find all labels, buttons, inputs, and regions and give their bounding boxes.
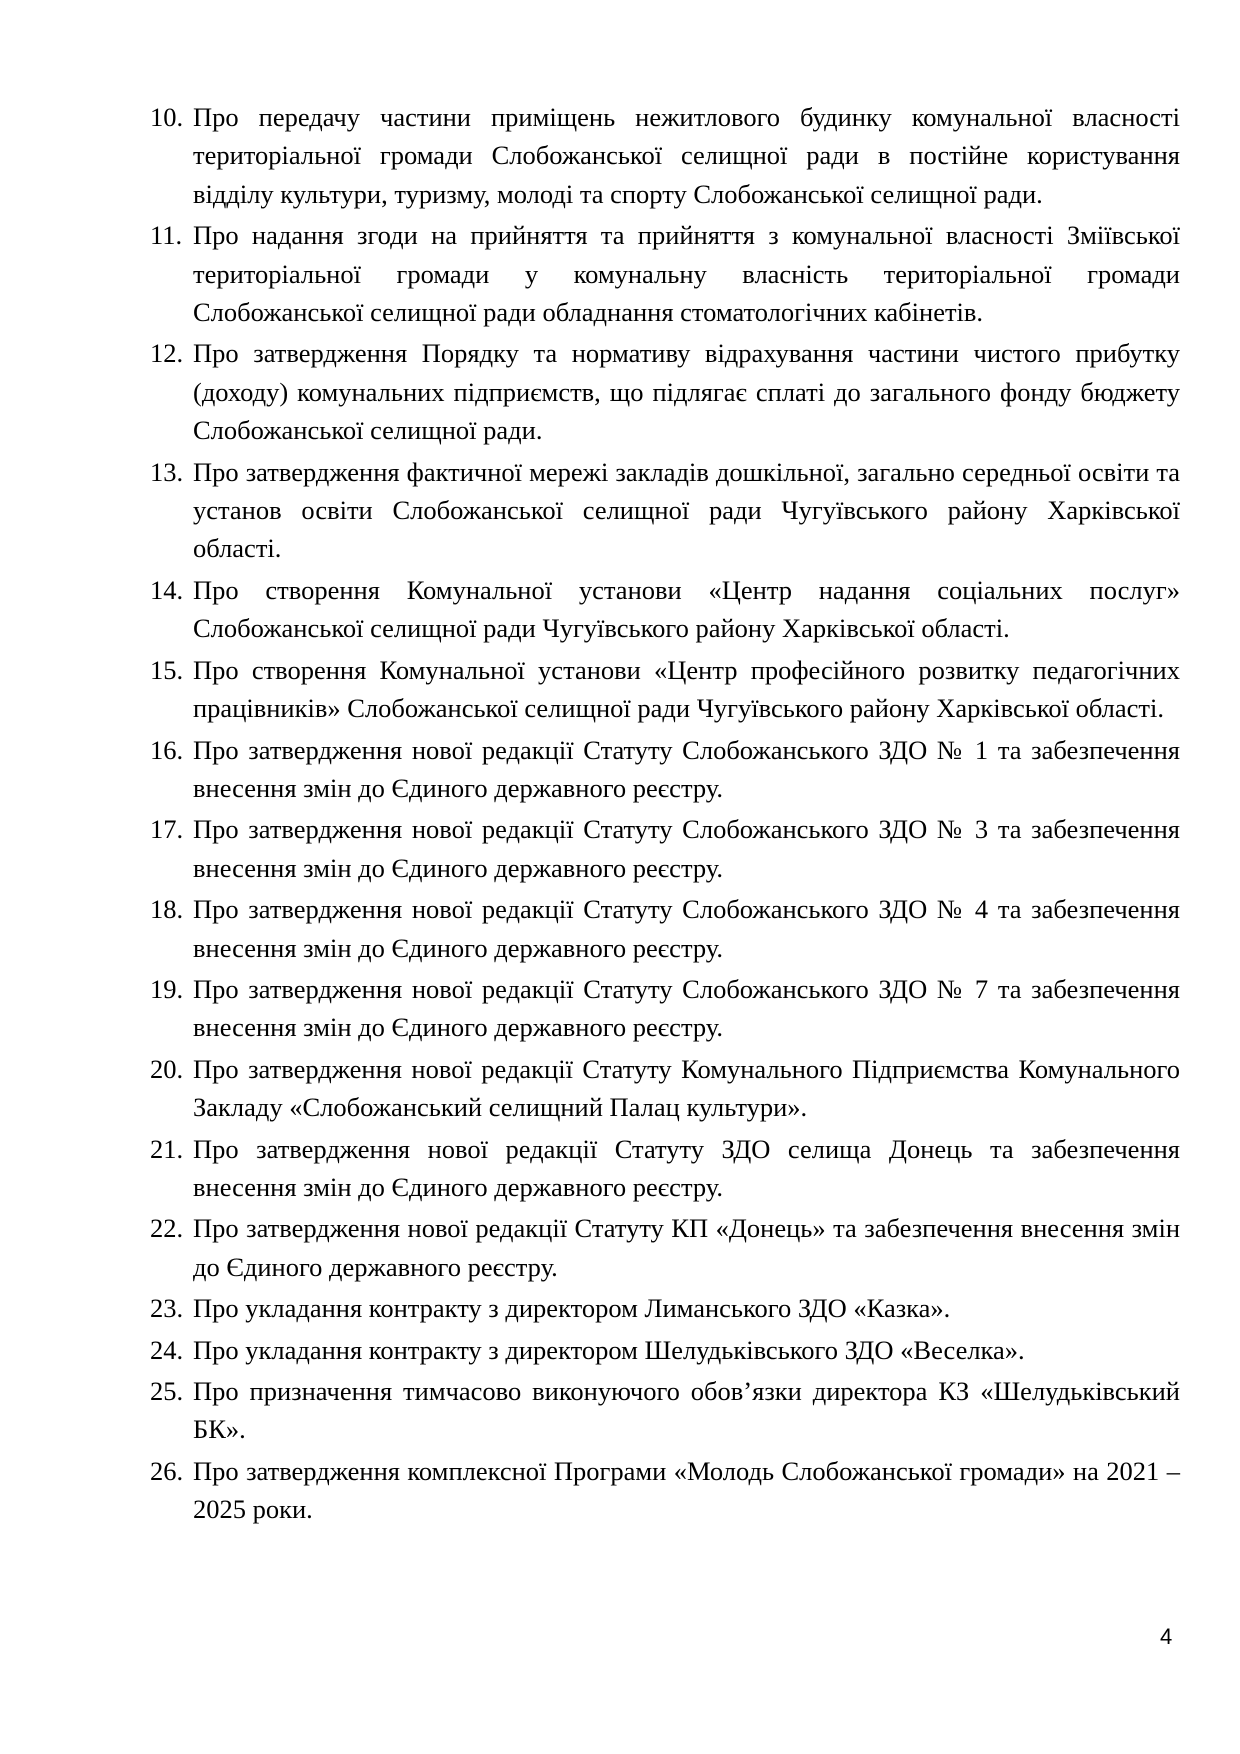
item-text: Про затвердження нової редакції Статуту ЗДО селища Донець та забезпечення внесення змін до Єдиного державного реєстру. — [193, 1133, 1180, 1202]
item-text: Про укладання контракту з директором Шелудьківського ЗДО «Веселка». — [193, 1334, 1025, 1365]
agenda-item — [150, 1372, 1180, 1449]
item-number: 11. — [150, 220, 183, 251]
item-text: Про затвердження нової редакції Статуту Слобожанського ЗДО № 3 та забезпечення внесення змін до Єдиного державного реєстру. — [193, 814, 1180, 883]
agenda-item — [150, 1289, 1180, 1327]
agenda-item — [150, 453, 1180, 568]
agenda-item — [150, 216, 1180, 331]
item-text: Про затвердження нової редакції Статуту Слобожанського ЗДО № 1 та забезпечення внесення змін до Єдиного державного реєстру. — [193, 734, 1180, 803]
agenda-item — [150, 1209, 1180, 1286]
item-number: 12. — [150, 338, 184, 369]
agenda-item — [150, 1331, 1180, 1369]
item-number: 20. — [150, 1053, 184, 1084]
item-text: Про передачу частини приміщень нежитлового будинку комунальної власності територіальної громади Слобожанської селищної ради в постійне користування відділу культури, туризму, молоді та спорту Слобожанської селищної ради. — [193, 102, 1180, 209]
item-text: Про надання згоди на прийняття та прийняття з комунальної власності Зміївської територіальної громади у комунальну власність територіальної громади Слобожанської селищної ради обладнання стоматологічних кабінетів. — [193, 220, 1180, 328]
item-number: 15. — [150, 654, 184, 685]
agenda-item — [150, 810, 1180, 887]
item-number: 25. — [150, 1376, 184, 1406]
agenda-item — [150, 651, 1180, 728]
item-text: Про укладання контракту з директором Лиманського ЗДО «Казка». — [193, 1293, 951, 1324]
item-number: 19. — [150, 973, 184, 1004]
item-text: Про затвердження комплексної Програми «Молодь Слобожанської громади» на 2021 – 2025 роки. — [193, 1455, 1180, 1525]
agenda-list — [150, 98, 1180, 1532]
item-number: 26. — [150, 1455, 184, 1486]
item-text: Про затвердження нової редакції Статуту Комунального Підприємства Комунального Закладу «Слобожанський селищний Палац культури». — [193, 1053, 1180, 1123]
item-text: Про затвердження нової редакції Статуту Слобожанського ЗДО № 4 та забезпечення внесення змін до Єдиного державного реєстру. — [193, 894, 1180, 963]
agenda-item — [150, 970, 1180, 1047]
item-text: Про створення Комунальної установи «Центр надання соціальних послуг» Слобожанської селищної ради Чугуївського району Харківської області. — [193, 574, 1180, 644]
item-number: 10. — [150, 102, 184, 132]
item-number: 17. — [150, 814, 184, 845]
item-text: Про затвердження фактичної мережі закладів дошкільної, загально середньої освіти та установ освіти Слобожанської селищної ради Чугуївського району Харківської області. — [193, 456, 1180, 564]
agenda-item — [150, 890, 1180, 967]
agenda-item — [150, 1050, 1180, 1127]
item-text: Про затвердження Порядку та нормативу відрахування частини чистого прибутку (доходу) комунальних підприємств, що підлягає сплаті до загального фонду бюджету Слобожанської селищної ради. — [193, 338, 1180, 446]
agenda-item — [150, 98, 1180, 213]
item-number: 22. — [150, 1213, 184, 1244]
agenda-item — [150, 1452, 1180, 1529]
item-text: Про призначення тимчасово виконуючого обов’язки директора КЗ «Шелудьківський БК». — [193, 1376, 1180, 1445]
item-number: 14. — [150, 574, 184, 605]
item-number: 18. — [150, 894, 184, 925]
item-number: 21. — [150, 1133, 184, 1164]
page-number: 4 — [1160, 1624, 1173, 1649]
item-text: Про затвердження нової редакції Статуту КП «Донець» та забезпечення внесення змін до Єдиного державного реєстру. — [193, 1213, 1180, 1282]
agenda-item — [150, 571, 1180, 648]
item-number: 16. — [150, 734, 184, 765]
agenda-item — [150, 1130, 1180, 1207]
item-number: 24. — [150, 1334, 184, 1365]
agenda-item — [150, 334, 1180, 449]
item-number: 23. — [150, 1293, 184, 1324]
item-text: Про створення Комунальної установи «Центр професійного розвитку педагогічних працівників» Слобожанської селищної ради Чугуївського району Харківської області. — [193, 654, 1180, 724]
item-text: Про затвердження нової редакції Статуту Слобожанського ЗДО № 7 та забезпечення внесення змін до Єдиного державного реєстру. — [193, 973, 1180, 1043]
agenda-item — [150, 731, 1180, 808]
item-number: 13. — [150, 456, 184, 487]
